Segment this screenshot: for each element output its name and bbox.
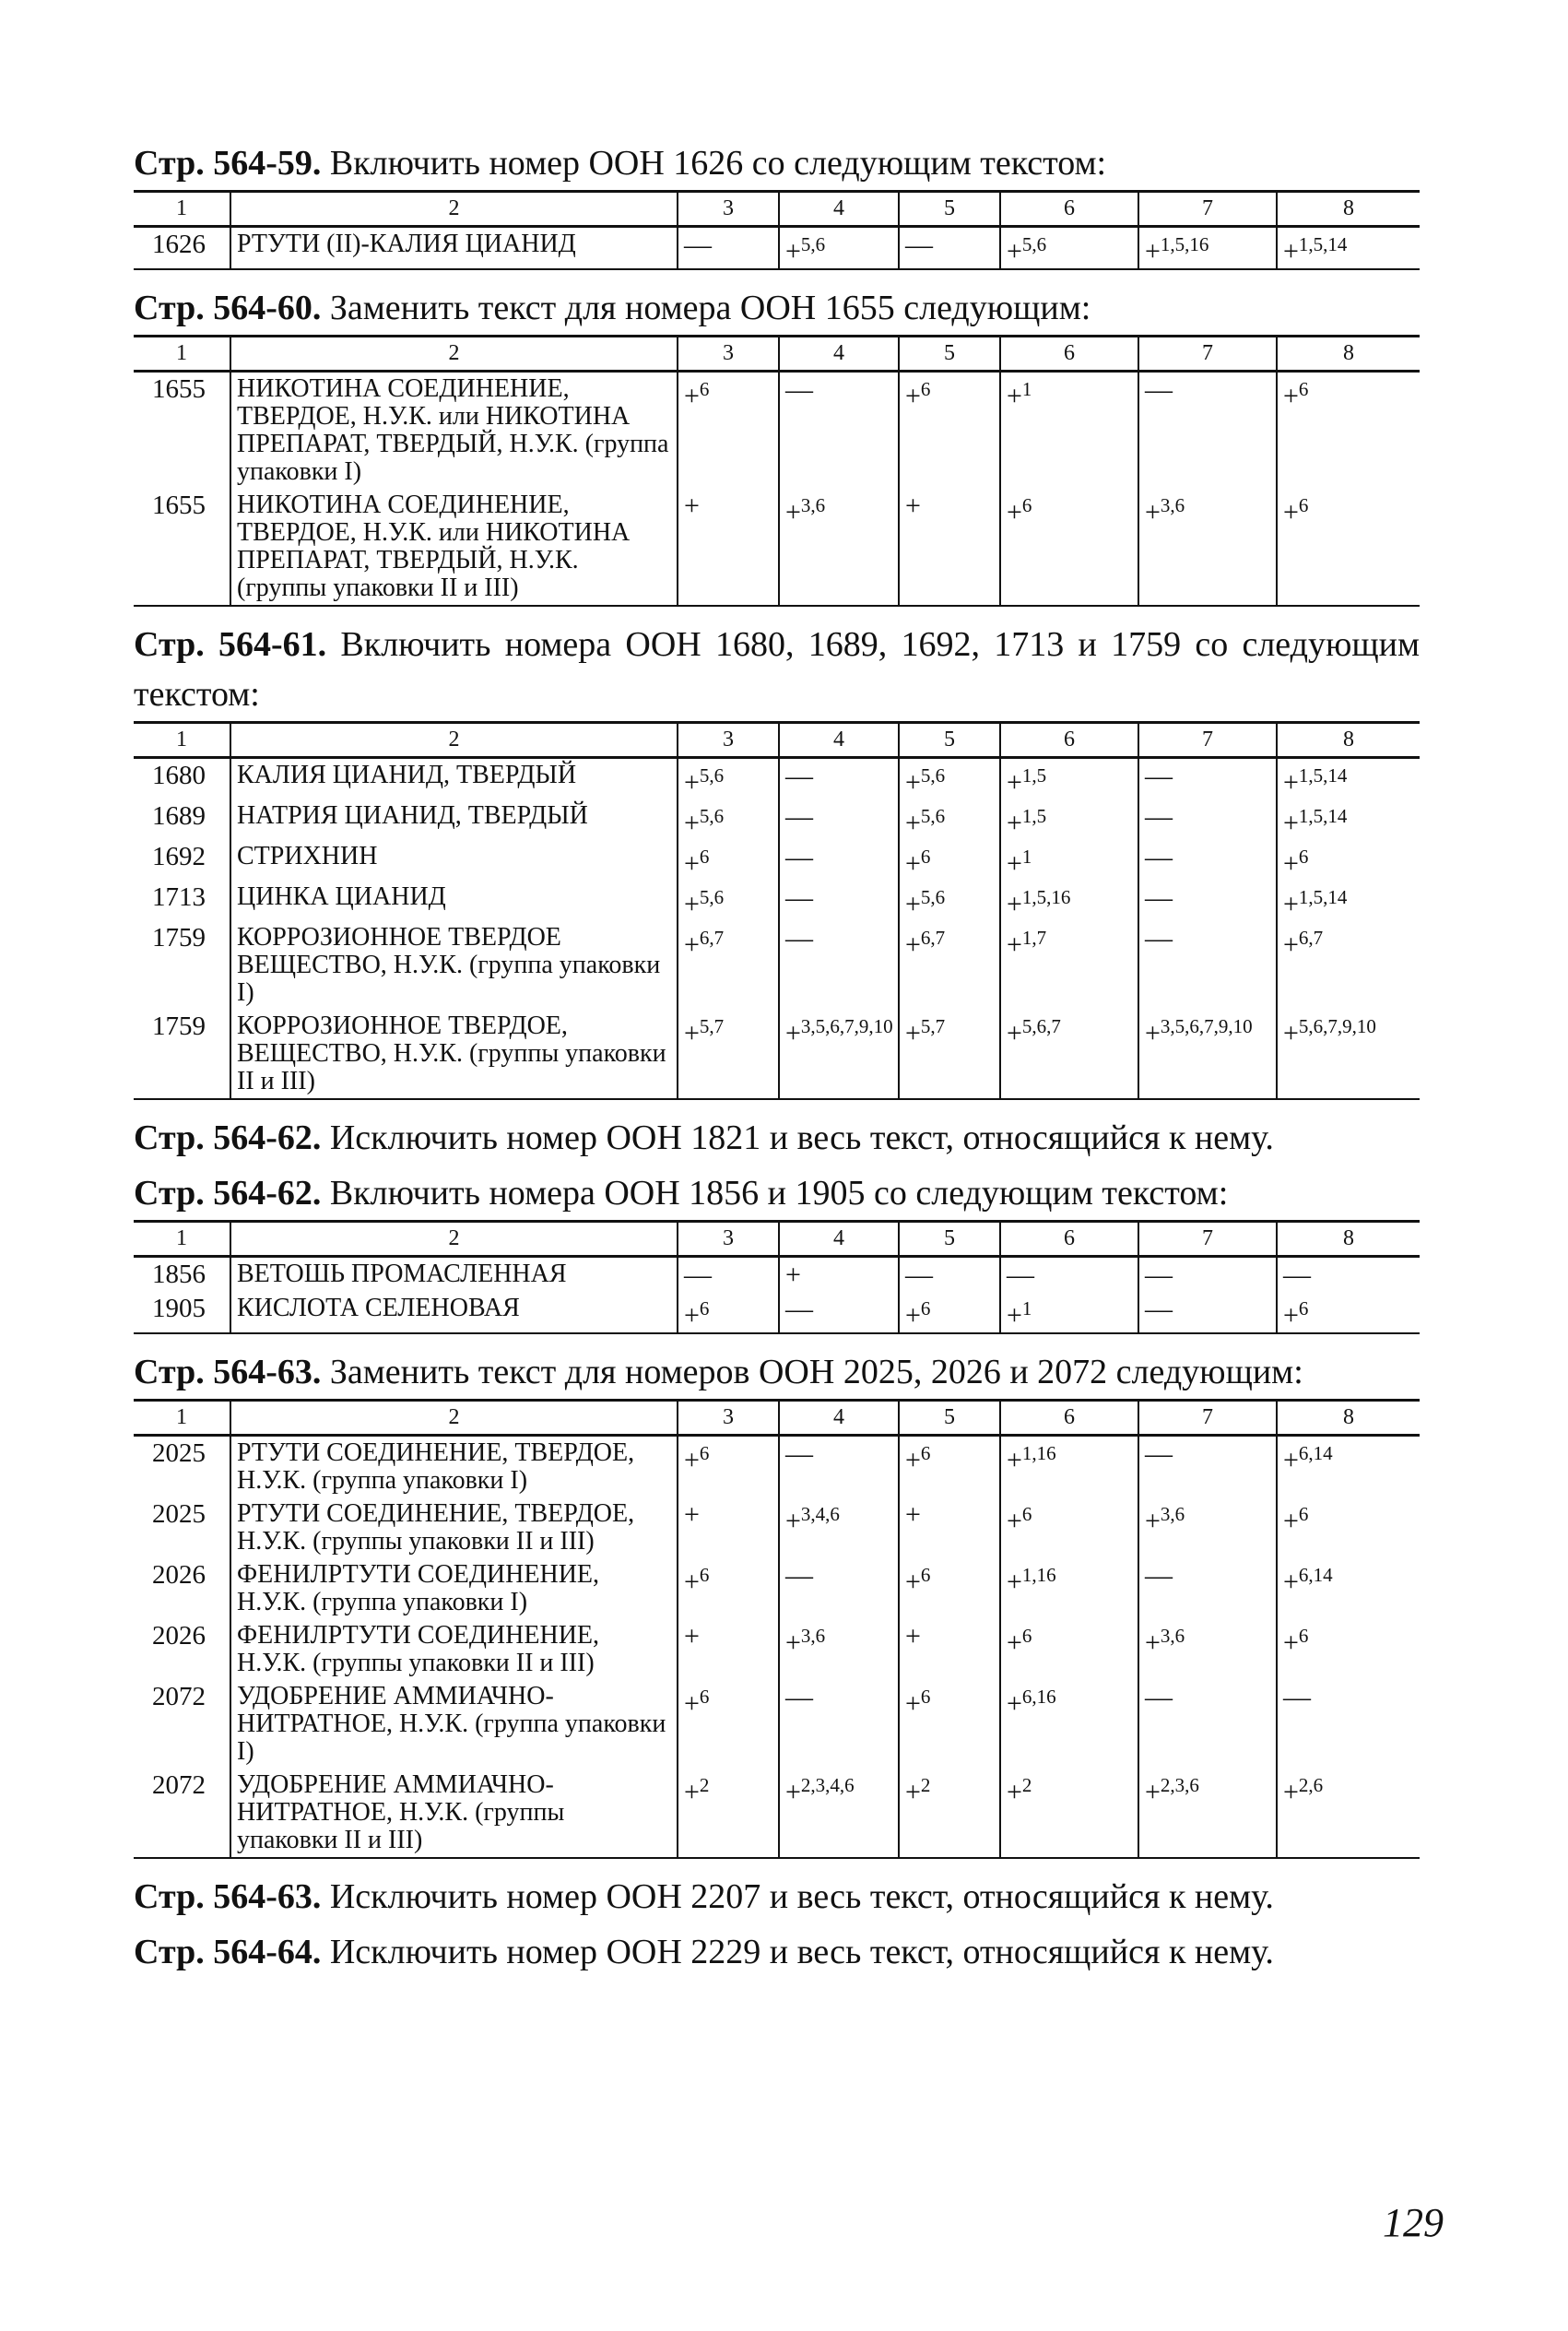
value-cell: +$^{5,6}$: [899, 758, 1000, 800]
footnote-ref: 5,6,7,9,10: [1298, 1015, 1376, 1037]
value-cell: +$^6$: [1277, 372, 1420, 490]
table-header-row: [134, 192, 1420, 227]
footnote-ref: 1: [1021, 378, 1032, 400]
value-cell: +$^6$: [1277, 840, 1420, 881]
footnote-ref: 1,5,14: [1298, 805, 1348, 827]
value-cell: —: [779, 921, 899, 1010]
un-number-cell: 2072: [152, 1682, 206, 1711]
column-header: 7: [1138, 1401, 1277, 1436]
value-cell: +$^{3,6}$: [1138, 1497, 1277, 1558]
column-header: 2: [230, 723, 678, 758]
footnote-ref: 6: [920, 1564, 931, 1586]
footnote-ref: 5,7: [699, 1015, 725, 1037]
substance-name-cell: УДОБРЕНИЕ АММИАЧНО-НИТРАТНОЕ, Н.У.К. (группа упаковки I): [230, 1680, 678, 1769]
footnote-ref: 1,5,14: [1298, 764, 1348, 787]
footnote-ref: 1,5: [1021, 805, 1047, 827]
value-cell: +$^{5,6}$: [678, 758, 779, 800]
un-table: [134, 1399, 1420, 1859]
column-header: 8: [1277, 1222, 1420, 1257]
value-cell: +$^{1,7}$: [1000, 921, 1138, 1010]
value-cell: +$^{1,5}$: [1000, 758, 1138, 800]
footnote-ref: 2,3,6: [1160, 1774, 1199, 1796]
value-cell: —: [678, 1257, 779, 1293]
value-cell: +: [899, 1497, 1000, 1558]
un-number-cell: 2026: [152, 1621, 206, 1651]
value-cell: —: [779, 1680, 899, 1769]
footnote-ref: 1,7: [1021, 927, 1047, 949]
substance-name-cell: НИКОТИНА СОЕДИНЕНИЕ, ТВЕРДОЕ, Н.У.К. или НИКОТИНА ПРЕПАРАТ, ТВЕРДЫЙ, Н.У.К. (группы упаковки II и III): [230, 489, 678, 606]
substance-name-cell: РТУТИ СОЕДИНЕНИЕ, ТВЕРДОЕ, Н.У.К. (группа упаковки I): [230, 1436, 678, 1498]
column-header: 2: [230, 1222, 678, 1257]
value-cell: +$^{3,6}$: [1138, 1619, 1277, 1680]
table-row: [134, 840, 1420, 881]
value-cell: —: [1138, 1292, 1277, 1333]
column-header: 3: [678, 1401, 779, 1436]
footnote-ref: 6,16: [1021, 1686, 1056, 1708]
section-heading-text: Включить номера ООН 1680, 1689, 1692, 1713 и 1759 со следующим текстом:: [134, 625, 1421, 714]
value-cell: +: [899, 489, 1000, 606]
table-row: [134, 921, 1420, 1010]
column-header: 6: [1000, 1222, 1138, 1257]
footnote-ref: 6: [1021, 494, 1032, 516]
substance-name-cell: УДОБРЕНИЕ АММИАЧНО-НИТРАТНОЕ, Н.У.К. (группы упаковки II и III): [230, 1769, 678, 1858]
value-cell: +$^6$: [1000, 1497, 1138, 1558]
footnote-ref: 1,5: [1021, 764, 1047, 787]
value-cell: +$^{6,7}$: [899, 921, 1000, 1010]
value-cell: +$^{1,5,16}$: [1000, 881, 1138, 921]
footnote-ref: 5,6: [699, 764, 725, 787]
table-header-row: [134, 337, 1420, 372]
section-heading-ref: Стр. 564-63.: [134, 1877, 322, 1916]
column-header: 1: [134, 192, 230, 227]
footnote-ref: 5,6: [920, 886, 946, 908]
footnote-ref: 5,6: [699, 805, 725, 827]
column-header: 6: [1000, 192, 1138, 227]
column-header: 7: [1138, 1222, 1277, 1257]
footnote-ref: 6,7: [699, 927, 725, 949]
footnote-ref: 3,6: [1160, 1503, 1185, 1525]
substance-name-cell: НИКОТИНА СОЕДИНЕНИЕ, ТВЕРДОЕ, Н.У.К. или НИКОТИНА ПРЕПАРАТ, ТВЕРДЫЙ, Н.У.К. (группа упаковки I): [230, 372, 678, 490]
column-header: 7: [1138, 337, 1277, 372]
section-heading-text: Исключить номер ООН 2229 и весь текст, относящийся к нему.: [321, 1933, 1274, 1971]
value-cell: +$^1$: [1000, 840, 1138, 881]
table-header-row: [134, 723, 1420, 758]
section-heading-text: Включить номера ООН 1856 и 1905 со следующим текстом:: [321, 1174, 1229, 1213]
footnote-ref: 3,5,6,7,9,10: [800, 1015, 893, 1037]
column-header: 1: [134, 1222, 230, 1257]
substance-name-cell: КАЛИЯ ЦИАНИД, ТВЕРДЫЙ: [230, 758, 678, 800]
footnote-ref: 6: [1298, 1297, 1309, 1319]
value-cell: +$^{5,6}$: [678, 881, 779, 921]
table-row: [134, 799, 1420, 840]
footnote-ref: 6: [920, 1442, 931, 1464]
value-cell: +$^1$: [1000, 372, 1138, 490]
footnote-ref: 1,5,14: [1298, 233, 1348, 255]
section-heading: [134, 1113, 1420, 1163]
value-cell: +$^{2,3,4,6}$: [779, 1769, 899, 1858]
value-cell: —: [1138, 840, 1277, 881]
column-header: 7: [1138, 192, 1277, 227]
footnote-ref: 6: [1298, 1625, 1309, 1647]
table-row: [134, 1769, 1420, 1858]
footnote-ref: 5,6: [800, 233, 826, 255]
footnote-ref: 3,5,6,7,9,10: [1160, 1015, 1253, 1037]
section-heading-ref: Стр. 564-62.: [134, 1118, 322, 1157]
un-number-cell: 1680: [152, 761, 206, 790]
un-number-cell: 1626: [134, 227, 230, 270]
value-cell: +$^{6,7}$: [678, 921, 779, 1010]
value-cell: —: [678, 227, 779, 270]
column-header: 3: [678, 192, 779, 227]
value-cell: —: [1138, 758, 1277, 800]
footnote-ref: 3,6: [800, 494, 826, 516]
footnote-ref: 6: [920, 1297, 931, 1319]
value-cell: +$^{5,6}$: [1000, 227, 1138, 270]
table-row: [134, 881, 1420, 921]
section-heading: [134, 620, 1420, 719]
value-cell: +: [678, 1497, 779, 1558]
footnote-ref: 2,3,4,6: [800, 1774, 855, 1796]
footnote-ref: 6: [1021, 1503, 1032, 1525]
column-header: 4: [779, 723, 899, 758]
section-heading-ref: Стр. 564-63.: [134, 1353, 322, 1391]
footnote-ref: 6: [699, 1686, 710, 1708]
table-header-row: [134, 1222, 1420, 1257]
column-header: 8: [1277, 192, 1420, 227]
column-header: 5: [899, 723, 1000, 758]
footnote-ref: 5,6: [1021, 233, 1047, 255]
value-cell: +$^6$: [678, 1292, 779, 1333]
un-number-cell: 1692: [152, 842, 206, 871]
value-cell: +$^{5,6,7,9,10}$: [1277, 1010, 1420, 1099]
footnote-ref: 6: [1298, 1503, 1309, 1525]
section-heading-text: Исключить номер ООН 2207 и весь текст, относящийся к нему.: [321, 1877, 1274, 1916]
value-cell: +$^{6,7}$: [1277, 921, 1420, 1010]
section-heading: [134, 1347, 1420, 1397]
table-row: [134, 758, 1420, 800]
value-cell: +$^{5,7}$: [678, 1010, 779, 1099]
table-row: [134, 1558, 1420, 1619]
value-cell: —: [1138, 1257, 1277, 1293]
value-cell: +$^6$: [678, 1680, 779, 1769]
value-cell: +$^{1,5,16}$: [1138, 227, 1277, 270]
table-row: [134, 1436, 1420, 1498]
value-cell: —: [1277, 1680, 1420, 1769]
footnote-ref: 6: [699, 378, 710, 400]
value-cell: +$^{3,5,6,7,9,10}$: [1138, 1010, 1277, 1099]
value-cell: —: [1277, 1257, 1420, 1293]
footnote-ref: 6,14: [1298, 1564, 1333, 1586]
table-row: [134, 1680, 1420, 1769]
value-cell: +$^{3,6}$: [1138, 489, 1277, 606]
un-number-cell: 2025: [152, 1438, 206, 1468]
value-cell: +$^6$: [899, 1558, 1000, 1619]
column-header: 8: [1277, 723, 1420, 758]
value-cell: +$^6$: [678, 1558, 779, 1619]
value-cell: +$^2$: [678, 1769, 779, 1858]
column-header: 7: [1138, 723, 1277, 758]
table-row: [134, 1619, 1420, 1680]
section-heading-ref: Стр. 564-60.: [134, 289, 322, 327]
value-cell: —: [779, 840, 899, 881]
value-cell: +$^{1,5,14}$: [1277, 758, 1420, 800]
footnote-ref: 6: [920, 846, 931, 868]
value-cell: +$^6$: [1000, 489, 1138, 606]
value-cell: +$^6$: [1277, 1619, 1420, 1680]
footnote-ref: 5,7: [920, 1015, 946, 1037]
value-cell: —: [1138, 1436, 1277, 1498]
value-cell: +$^{6,16}$: [1000, 1680, 1138, 1769]
value-cell: +$^6$: [678, 840, 779, 881]
value-cell: —: [779, 1436, 899, 1498]
value-cell: —: [899, 227, 1000, 270]
table-row: [134, 1497, 1420, 1558]
footnote-ref: 2: [699, 1774, 710, 1796]
substance-name-cell: СТРИХНИН: [230, 840, 678, 881]
value-cell: +$^{5,6}$: [899, 881, 1000, 921]
value-cell: +$^6$: [1277, 489, 1420, 606]
value-cell: +$^6$: [1277, 1497, 1420, 1558]
column-header: 5: [899, 1401, 1000, 1436]
value-cell: —: [1138, 1558, 1277, 1619]
un-number-cell: 1759: [134, 1010, 230, 1099]
table-header-row: [134, 1401, 1420, 1436]
value-cell: —: [1138, 799, 1277, 840]
column-header: 4: [779, 337, 899, 372]
value-cell: +$^1$: [1000, 1292, 1138, 1333]
substance-name-cell: ФЕНИЛРТУТИ СОЕДИНЕНИЕ, Н.У.К. (группа упаковки I): [230, 1558, 678, 1619]
value-cell: —: [1138, 921, 1277, 1010]
footnote-ref: 6,14: [1298, 1442, 1333, 1464]
value-cell: +$^{3,5,6,7,9,10}$: [779, 1010, 899, 1099]
value-cell: +$^{1,5,14}$: [1277, 881, 1420, 921]
footnote-ref: 6: [920, 378, 931, 400]
column-header: 1: [134, 723, 230, 758]
un-number-cell: 2026: [152, 1560, 206, 1590]
value-cell: +: [678, 1619, 779, 1680]
footnote-ref: 1: [1021, 846, 1032, 868]
footnote-ref: 5,6: [920, 764, 946, 787]
value-cell: +$^{1,5}$: [1000, 799, 1138, 840]
value-cell: —: [1138, 1680, 1277, 1769]
value-cell: +$^2$: [899, 1769, 1000, 1858]
section-heading-text: Исключить номер ООН 1821 и весь текст, относящийся к нему.: [321, 1118, 1274, 1157]
value-cell: +$^{3,6}$: [779, 489, 899, 606]
value-cell: +: [678, 489, 779, 606]
value-cell: +$^{5,6,7}$: [1000, 1010, 1138, 1099]
footnote-ref: 1,5,16: [1160, 233, 1209, 255]
section-heading: [134, 1168, 1420, 1218]
value-cell: +$^6$: [899, 372, 1000, 490]
value-cell: +$^6$: [1000, 1619, 1138, 1680]
footnote-ref: 2,6: [1298, 1774, 1324, 1796]
substance-name-cell: КИСЛОТА СЕЛЕНОВАЯ: [230, 1292, 678, 1333]
substance-name-cell: РТУТИ (II)-КАЛИЯ ЦИАНИД: [230, 227, 678, 270]
footnote-ref: 1,5,16: [1021, 886, 1071, 908]
footnote-ref: 1,5,14: [1298, 886, 1348, 908]
un-number-cell: 1759: [152, 923, 206, 953]
footnote-ref: 3,4,6: [800, 1503, 840, 1525]
value-cell: +$^6$: [678, 1436, 779, 1498]
column-header: 8: [1277, 1401, 1420, 1436]
footnote-ref: 1,16: [1021, 1564, 1056, 1586]
column-header: 2: [230, 1401, 678, 1436]
value-cell: —: [779, 758, 899, 800]
value-cell: +$^6$: [899, 1292, 1000, 1333]
footnote-ref: 2: [1021, 1774, 1032, 1796]
substance-name-cell: РТУТИ СОЕДИНЕНИЕ, ТВЕРДОЕ, Н.У.К. (группы упаковки II и III): [230, 1497, 678, 1558]
section-heading: [134, 283, 1420, 333]
column-header: 2: [230, 192, 678, 227]
table-row: [134, 489, 1420, 606]
substance-name-cell: НАТРИЯ ЦИАНИД, ТВЕРДЫЙ: [230, 799, 678, 840]
section-heading-ref: Стр. 564-59.: [134, 144, 322, 183]
footnote-ref: 6: [1298, 846, 1309, 868]
substance-name-cell: ЦИНКА ЦИАНИД: [230, 881, 678, 921]
footnote-ref: 3,6: [1160, 1625, 1185, 1647]
footnote-ref: 6: [1021, 1625, 1032, 1647]
substance-name-cell: КОРРОЗИОННОЕ ТВЕРДОЕ ВЕЩЕСТВО, Н.У.К. (группа упаковки I): [230, 921, 678, 1010]
column-header: 2: [230, 337, 678, 372]
value-cell: +$^{1,5,14}$: [1277, 799, 1420, 840]
value-cell: +$^{5,7}$: [899, 1010, 1000, 1099]
footnote-ref: 5,6,7: [1021, 1015, 1061, 1037]
table-row: [134, 372, 1420, 490]
value-cell: +$^6$: [899, 1436, 1000, 1498]
value-cell: +$^{3,4,6}$: [779, 1497, 899, 1558]
value-cell: +$^{6,14}$: [1277, 1436, 1420, 1498]
document-body: [134, 138, 1420, 1982]
value-cell: +$^6$: [899, 1680, 1000, 1769]
value-cell: —: [779, 1558, 899, 1619]
footnote-ref: 6: [699, 1442, 710, 1464]
footnote-ref: 6: [699, 1297, 710, 1319]
section-heading-ref: Стр. 564-62.: [134, 1174, 322, 1213]
un-table: [134, 335, 1420, 607]
footnote-ref: 1,16: [1021, 1442, 1056, 1464]
value-cell: +$^{3,6}$: [779, 1619, 899, 1680]
column-header: 1: [134, 1401, 230, 1436]
value-cell: +$^{5,6}$: [779, 227, 899, 270]
value-cell: +$^{5,6}$: [678, 799, 779, 840]
column-header: 6: [1000, 1401, 1138, 1436]
section-heading: [134, 1872, 1420, 1922]
value-cell: +$^{1,5,14}$: [1277, 227, 1420, 270]
substance-name-cell: ВЕТОШЬ ПРОМАСЛЕННАЯ: [230, 1257, 678, 1293]
value-cell: —: [899, 1257, 1000, 1293]
footnote-ref: 6,7: [920, 927, 946, 949]
value-cell: +: [779, 1257, 899, 1293]
footnote-ref: 1: [1021, 1297, 1032, 1319]
value-cell: +$^2$: [1000, 1769, 1138, 1858]
un-number-cell: 1905: [134, 1292, 230, 1333]
section-heading-text: Включить номер ООН 1626 со следующим текстом:: [321, 144, 1107, 183]
column-header: 4: [779, 192, 899, 227]
footnote-ref: 5,6: [920, 805, 946, 827]
column-header: 6: [1000, 337, 1138, 372]
table-row: [134, 1257, 1420, 1293]
value-cell: +$^6$: [678, 372, 779, 490]
un-number-cell: 1713: [152, 882, 206, 912]
un-number-cell: 2072: [134, 1769, 230, 1858]
footnote-ref: 6: [699, 846, 710, 868]
value-cell: +$^6$: [899, 840, 1000, 881]
column-header: 4: [779, 1222, 899, 1257]
substance-name-cell: ФЕНИЛРТУТИ СОЕДИНЕНИЕ, Н.У.К. (группы упаковки II и III): [230, 1619, 678, 1680]
footnote-ref: 6,7: [1298, 927, 1324, 949]
value-cell: +$^{1,16}$: [1000, 1436, 1138, 1498]
un-number-cell: 1856: [152, 1260, 206, 1289]
footnote-ref: 6: [920, 1686, 931, 1708]
footnote-ref: 6: [699, 1564, 710, 1586]
value-cell: —: [779, 799, 899, 840]
column-header: 1: [134, 337, 230, 372]
footnote-ref: 2: [920, 1774, 931, 1796]
value-cell: +$^{1,16}$: [1000, 1558, 1138, 1619]
value-cell: —: [1138, 372, 1277, 490]
value-cell: +$^{2,6}$: [1277, 1769, 1420, 1858]
footnote-ref: 6: [1298, 494, 1309, 516]
section-heading-text: Заменить текст для номеров ООН 2025, 2026 и 2072 следующим:: [321, 1353, 1303, 1391]
value-cell: +$^{5,6}$: [899, 799, 1000, 840]
column-header: 3: [678, 337, 779, 372]
column-header: 8: [1277, 337, 1420, 372]
column-header: 3: [678, 1222, 779, 1257]
column-header: 5: [899, 1222, 1000, 1257]
un-table: [134, 1220, 1420, 1334]
un-table: [134, 190, 1420, 270]
value-cell: —: [779, 1292, 899, 1333]
table-row: [134, 1010, 1420, 1099]
column-header: 5: [899, 192, 1000, 227]
section-heading-ref: Стр. 564-61.: [134, 625, 327, 664]
column-header: 5: [899, 337, 1000, 372]
value-cell: —: [1138, 881, 1277, 921]
un-table: [134, 721, 1420, 1100]
footnote-ref: 3,6: [1160, 494, 1185, 516]
column-header: 4: [779, 1401, 899, 1436]
table-row: [134, 1292, 1420, 1333]
column-header: 6: [1000, 723, 1138, 758]
value-cell: +: [899, 1619, 1000, 1680]
footnote-ref: 6: [1298, 378, 1309, 400]
value-cell: —: [1000, 1257, 1138, 1293]
table-row: [134, 227, 1420, 270]
un-number-cell: 2025: [152, 1499, 206, 1529]
substance-name-cell: КОРРОЗИОННОЕ ТВЕРДОЕ, ВЕЩЕСТВО, Н.У.К. (группы упаковки II и III): [230, 1010, 678, 1099]
footnote-ref: 3,6: [800, 1625, 826, 1647]
section-heading-text: Заменить текст для номера ООН 1655 следующим:: [321, 289, 1091, 327]
un-number-cell: 1655: [134, 489, 230, 606]
column-header: 3: [678, 723, 779, 758]
section-heading: [134, 1927, 1420, 1977]
value-cell: —: [779, 881, 899, 921]
value-cell: +$^{6,14}$: [1277, 1558, 1420, 1619]
un-number-cell: 1689: [152, 801, 206, 831]
footnote-ref: 5,6: [699, 886, 725, 908]
value-cell: —: [779, 372, 899, 490]
value-cell: +$^{2,3,6}$: [1138, 1769, 1277, 1858]
section-heading-ref: Стр. 564-64.: [134, 1933, 322, 1971]
value-cell: +$^6$: [1277, 1292, 1420, 1333]
un-number-cell: 1655: [152, 374, 206, 404]
section-heading: [134, 138, 1420, 188]
page-number: 129: [1383, 2200, 1444, 2245]
